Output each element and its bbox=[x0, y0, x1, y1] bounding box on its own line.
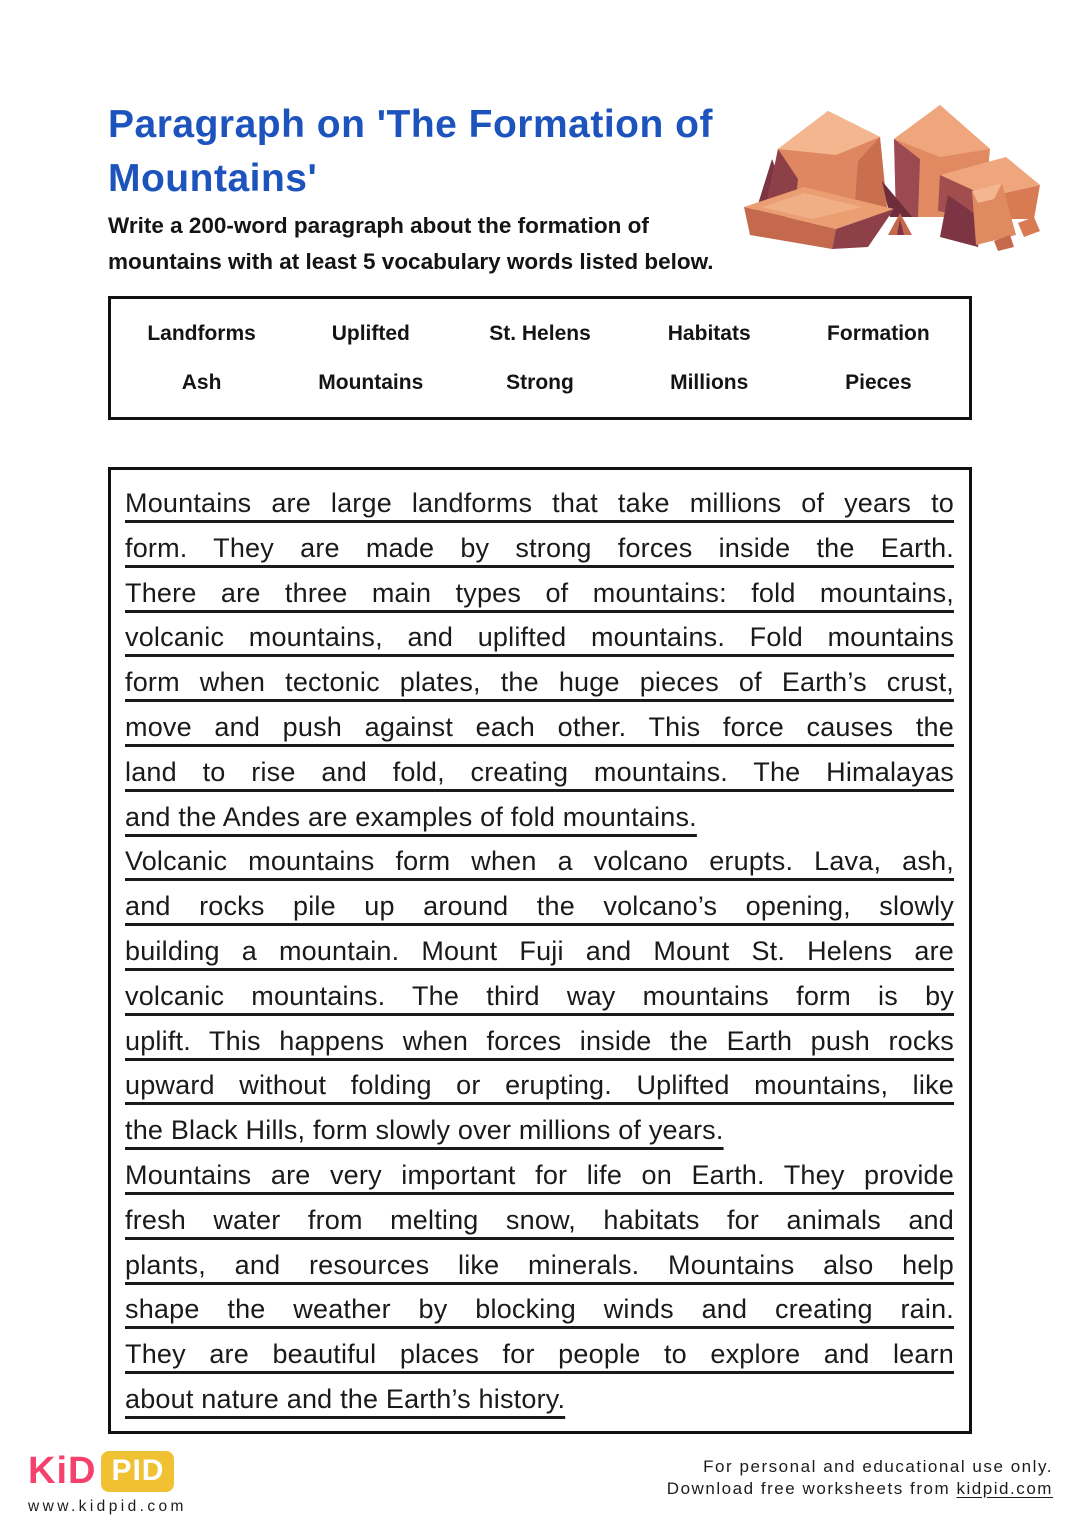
usage-note bbox=[667, 1456, 1053, 1500]
vocab-word: Mountains bbox=[318, 370, 424, 394]
logo-kid-text: KiD bbox=[28, 1450, 97, 1492]
vocab-word: Millions bbox=[670, 370, 749, 394]
paragraph-line: the Black Hills, form slowly over millions of years. bbox=[125, 1115, 724, 1146]
vocab-word: Uplifted bbox=[331, 321, 410, 345]
website-url: www.kidpid.com bbox=[28, 1498, 187, 1515]
usage-note-line2: Download free worksheets from bbox=[666, 1479, 957, 1498]
paragraph-line: They are beautiful places for people to explore and learn bbox=[125, 1339, 954, 1370]
rocks-illustration bbox=[742, 95, 1042, 265]
instructions-text: Write a 200-word paragraph about the formation of mountains with at least 5 vocabulary words listed below. bbox=[108, 213, 714, 275]
paragraph-line: and rocks pile up around the volcano’s opening, slowly bbox=[125, 891, 954, 922]
paragraph-line: volcanic mountains. The third way mountains form is by bbox=[125, 980, 954, 1011]
usage-note-line1: For personal and educational use only. bbox=[703, 1457, 1053, 1476]
paragraph-line: building a mountain. Mount Fuji and Mount St. Helens are bbox=[125, 935, 954, 966]
paragraph-line: land to rise and fold, creating mountains. The Himalayas bbox=[125, 756, 954, 787]
vocab-word: Landforms bbox=[147, 321, 256, 345]
paragraph-line: form. They are made by strong forces inside the Earth. bbox=[125, 532, 954, 563]
vocab-word: Formation bbox=[827, 321, 930, 345]
logo-pid-badge: PID bbox=[101, 1451, 174, 1492]
vocab-word: St. Helens bbox=[489, 321, 591, 345]
paragraph-line: move and push against each other. This force causes the bbox=[125, 711, 954, 742]
paragraph-line: upward without folding or erupting. Uplifted mountains, like bbox=[125, 1070, 954, 1101]
kidpid-logo bbox=[28, 1450, 174, 1493]
vocab-word: Ash bbox=[181, 370, 222, 394]
paragraph-line: about nature and the Earth’s history. bbox=[125, 1383, 566, 1414]
vocabulary-box bbox=[108, 296, 972, 420]
paragraph-line: form when tectonic plates, the huge pieces of Earth’s crust, bbox=[125, 667, 954, 698]
paragraph-line: plants, and resources like minerals. Mountains also help bbox=[125, 1249, 954, 1280]
paragraph-line: and the Andes are examples of fold mountains. bbox=[125, 801, 697, 832]
paragraph-answer-box bbox=[108, 467, 972, 1434]
paragraph-line: uplift. This happens when forces inside the Earth push rocks bbox=[125, 1025, 954, 1056]
vocab-word: Pieces bbox=[845, 370, 912, 394]
vocab-word: Strong bbox=[506, 370, 574, 394]
paragraph-line: fresh water from melting snow, habitats for animals and bbox=[125, 1204, 954, 1235]
paragraph-line: Mountains are very important for life on Earth. They provide bbox=[125, 1159, 954, 1190]
paragraph-line: There are three main types of mountains: fold mountains, bbox=[125, 577, 954, 608]
paragraph-line: Mountains are large landforms that take millions of years to bbox=[125, 488, 954, 518]
paragraph-line: volcanic mountains, and uplifted mountains. Fold mountains bbox=[125, 622, 954, 653]
vocab-word: Habitats bbox=[667, 321, 751, 345]
paragraph-line: shape the weather by blocking winds and creating rain. bbox=[125, 1294, 954, 1325]
paragraph-line: Volcanic mountains form when a volcano erupts. Lava, ash, bbox=[125, 846, 954, 877]
page-title: Paragraph on 'The Formation of Mountains' bbox=[108, 103, 713, 200]
kidpid-link[interactable]: kidpid.com bbox=[956, 1479, 1053, 1498]
